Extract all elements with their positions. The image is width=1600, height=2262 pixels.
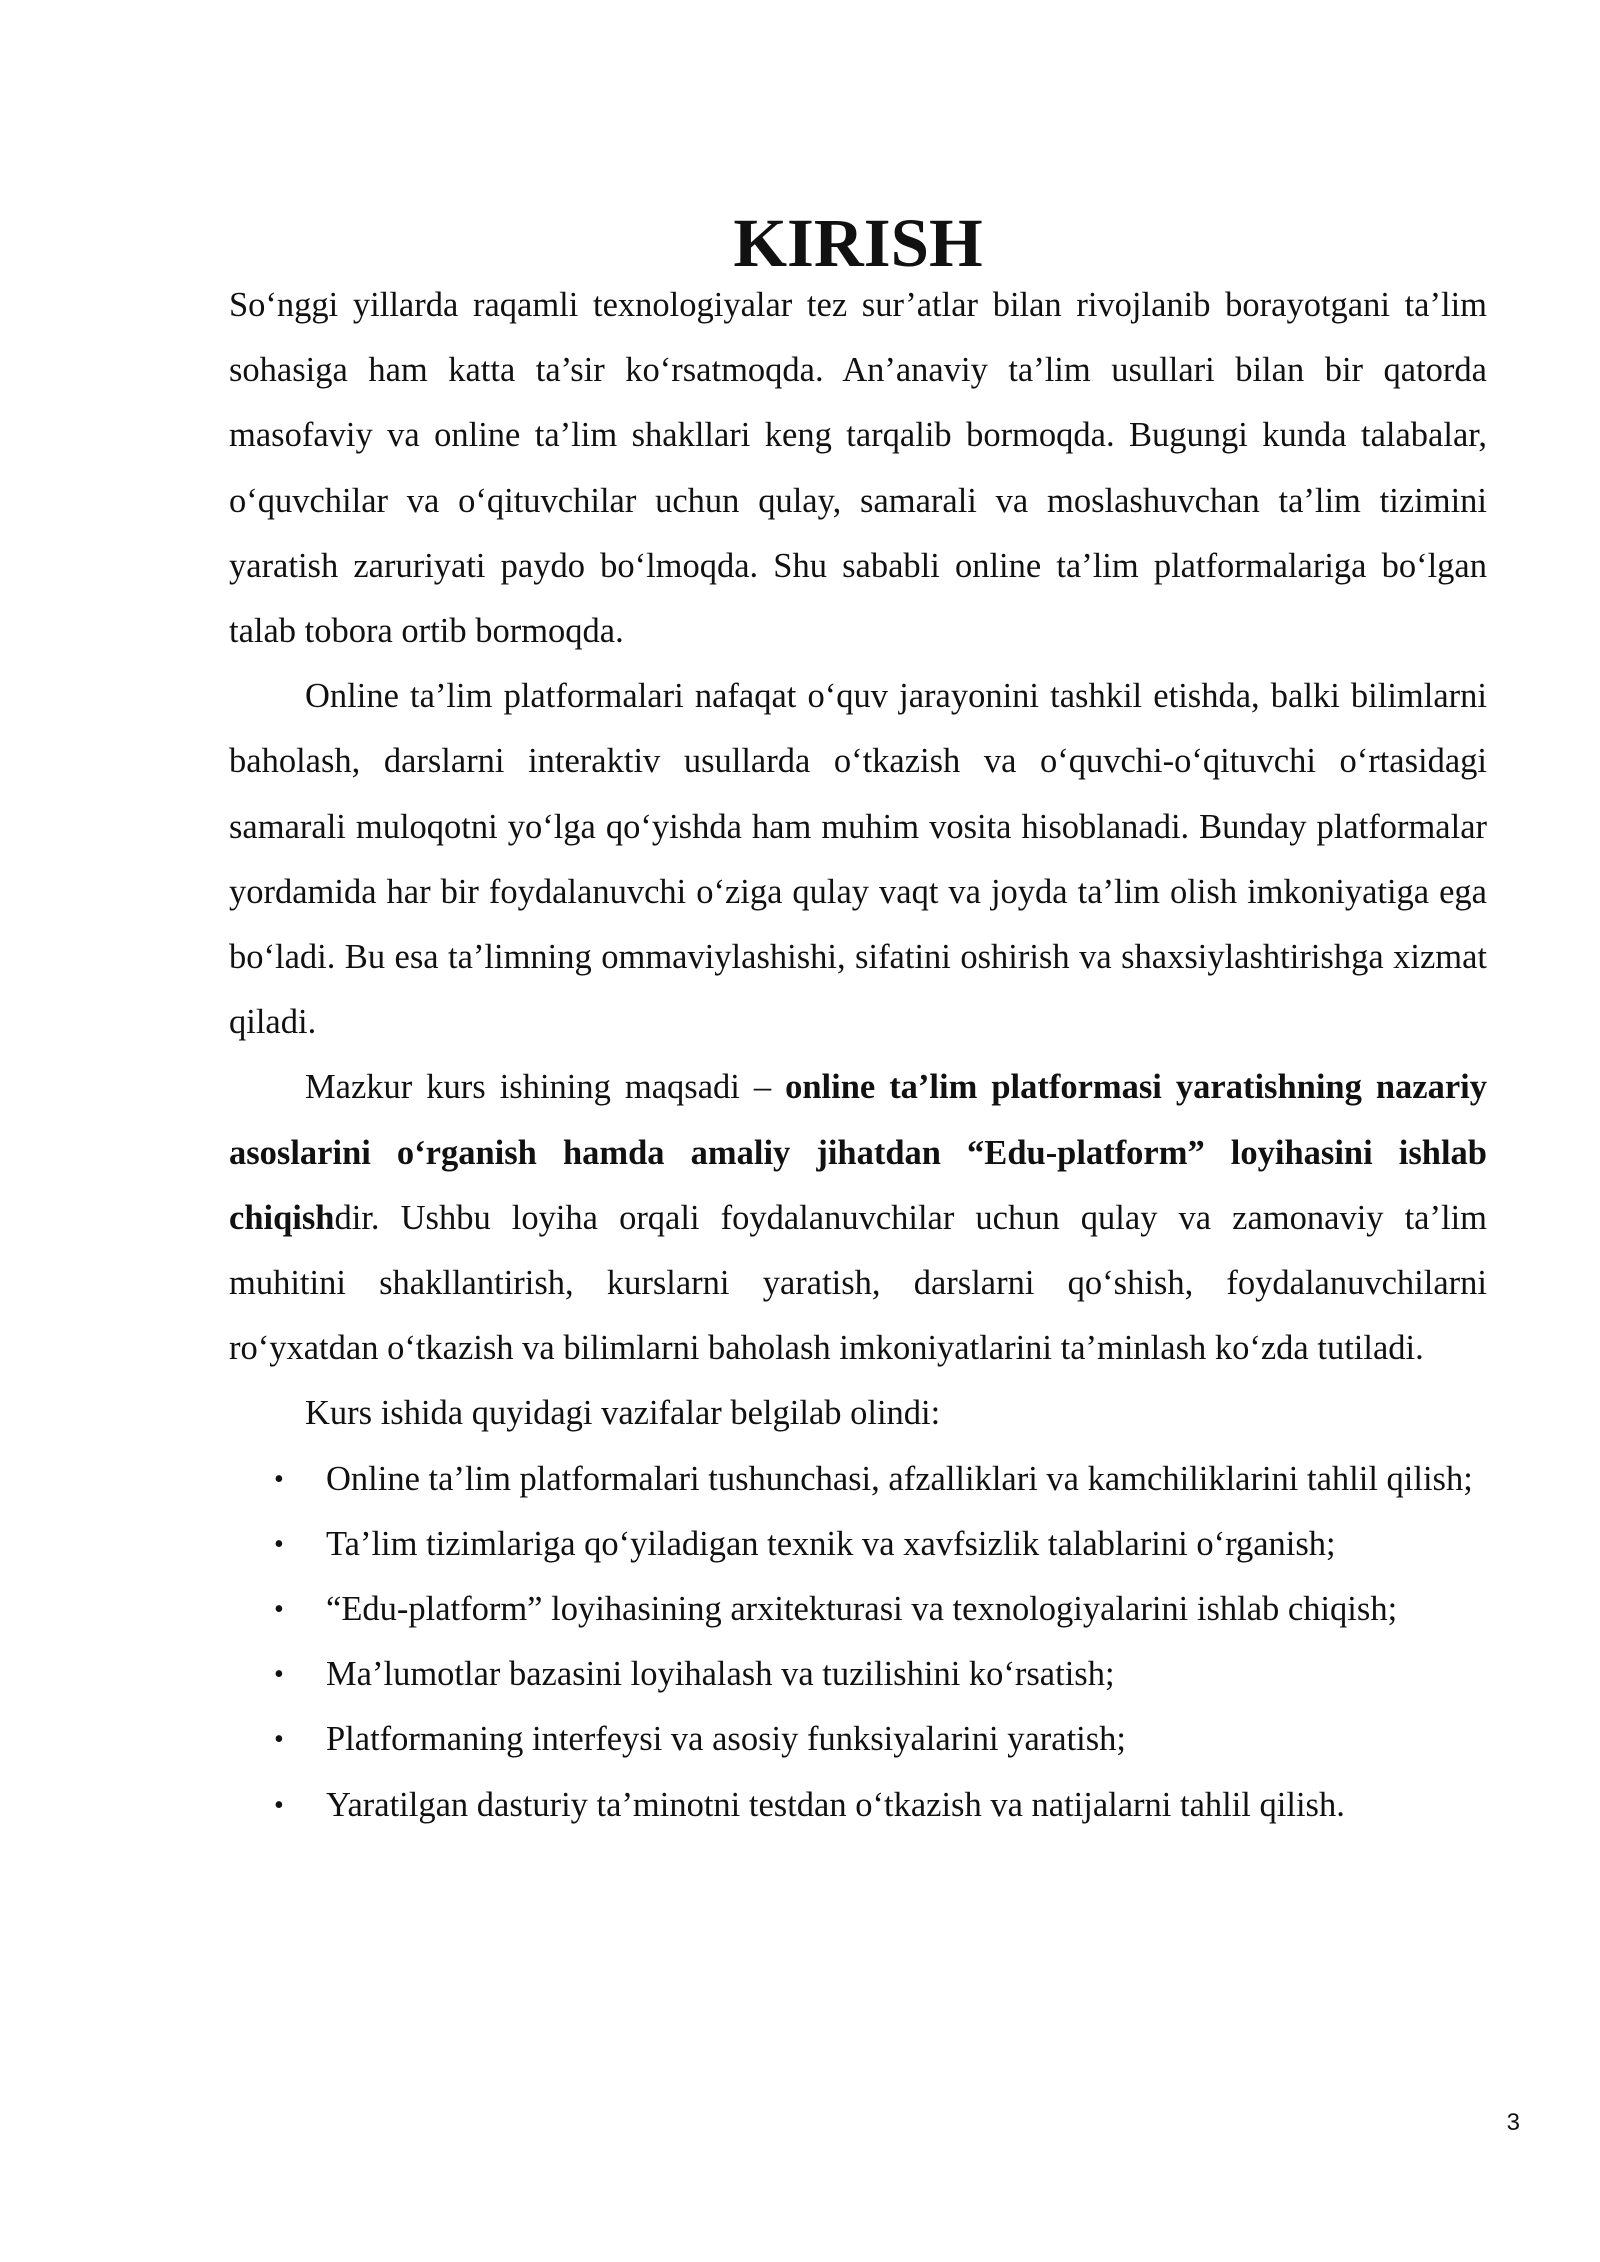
list-item-text: Ta’lim tizimlariga qo‘yiladigan texnik va xavfsizlik talablarini o‘rganish; <box>326 1524 1336 1563</box>
list-item <box>229 1577 1487 1642</box>
list-item-text: Ma’lumotlar bazasini loyihalash va tuzilishini ko‘rsatish; <box>326 1655 1115 1694</box>
list-item-text: “Edu-platform” loyihasining arxitekturasi va texnologiyalarini ishlab chiqish; <box>326 1590 1398 1629</box>
task-list <box>229 1447 1487 1838</box>
page-number: 3 <box>1506 2109 1520 2136</box>
list-item-text: Yaratilgan dasturiy ta’minotni testdan o‘tkazish va natijalarni tahlil qilish. <box>326 1785 1345 1824</box>
paragraph-platforms: Online ta’lim platformalari nafaqat o‘quv jarayonini tashkil etishda, balki bilimlarni baholash, darslarni interaktiv usullarda o‘tkazish va o‘quvchi-o‘qituvchi o‘rtasidagi samarali muloqotni yo‘lga qo‘yishda ham muhim vosita hisoblanadi. Bunday platformalar yordamida har bir foydalanuvchi o‘ziga qulay vaqt va joyda ta’lim olish imkoniyatiga ega bo‘ladi. Bu esa ta’limning ommaviylashishi, sifatini oshirish va shaxsiylashtirishga xizmat qiladi. <box>229 677 1487 1042</box>
list-item <box>229 1707 1487 1772</box>
list-item-text: Platformaning interfeysi va asosiy funksiyalarini yaratish; <box>326 1720 1127 1759</box>
bullet-icon: • <box>274 1594 284 1626</box>
goal-lead-text: Mazkur kurs ishining maqsadi – <box>305 1068 786 1107</box>
list-item <box>229 1642 1487 1707</box>
paragraph-goal <box>229 1055 1487 1381</box>
paragraph-intro: So‘nggi yillarda raqamli texnologiyalar tez sur’atlar bilan rivojlanib borayotgani ta’lim sohasiga ham katta ta’sir ko‘rsatmoqda. An’anaviy ta’lim usullari bilan bir qatorda masofaviy va online ta’lim shakllari keng tarqalib bormoqda. Bugungi kunda talabalar, o‘quvchilar va o‘qituvchilar uchun qulay, samarali va moslashuvchan ta’lim tizimini yaratish zaruriyati paydo bo‘lmoqda. Shu sababli online ta’lim platformalariga bo‘lgan talab tobora ortib bormoqda. <box>229 286 1487 651</box>
bullet-icon: • <box>274 1659 284 1691</box>
bullet-icon: • <box>274 1463 284 1495</box>
bullet-icon: • <box>274 1528 284 1560</box>
list-item <box>229 1512 1487 1577</box>
section-heading: KIRISH <box>733 205 983 281</box>
list-item-text: Online ta’lim platformalari tushunchasi, afzalliklari va kamchiliklarini tahlil qilish; <box>326 1459 1473 1498</box>
bullet-icon: • <box>274 1724 284 1756</box>
goal-rest-text: dir. Ushbu loyiha orqali foydalanuvchilar uchun qulay va zamonaviy ta’lim muhitini shakllantirish, kurslarni yaratish, darslarni qo‘shish, foydalanuvchilarni ro‘yxatdan o‘tkazish va bilimlarni baholash imkoniyatlarini ta’minlash ko‘zda tutiladi. <box>229 1198 1487 1368</box>
bullet-icon: • <box>274 1789 284 1821</box>
list-item <box>229 1773 1487 1838</box>
list-item <box>229 1447 1487 1512</box>
page-content <box>229 205 1487 1838</box>
goal-bold-text: online ta’lim platformasi yaratishning nazariy asoslarini o‘rganish hamda amaliy jihatdan “Edu-platform” loyihasini ishlab chiqish <box>229 1068 1487 1237</box>
paragraph-tasks-intro: Kurs ishida quyidagi vazifalar belgilab olindi: <box>305 1394 941 1433</box>
